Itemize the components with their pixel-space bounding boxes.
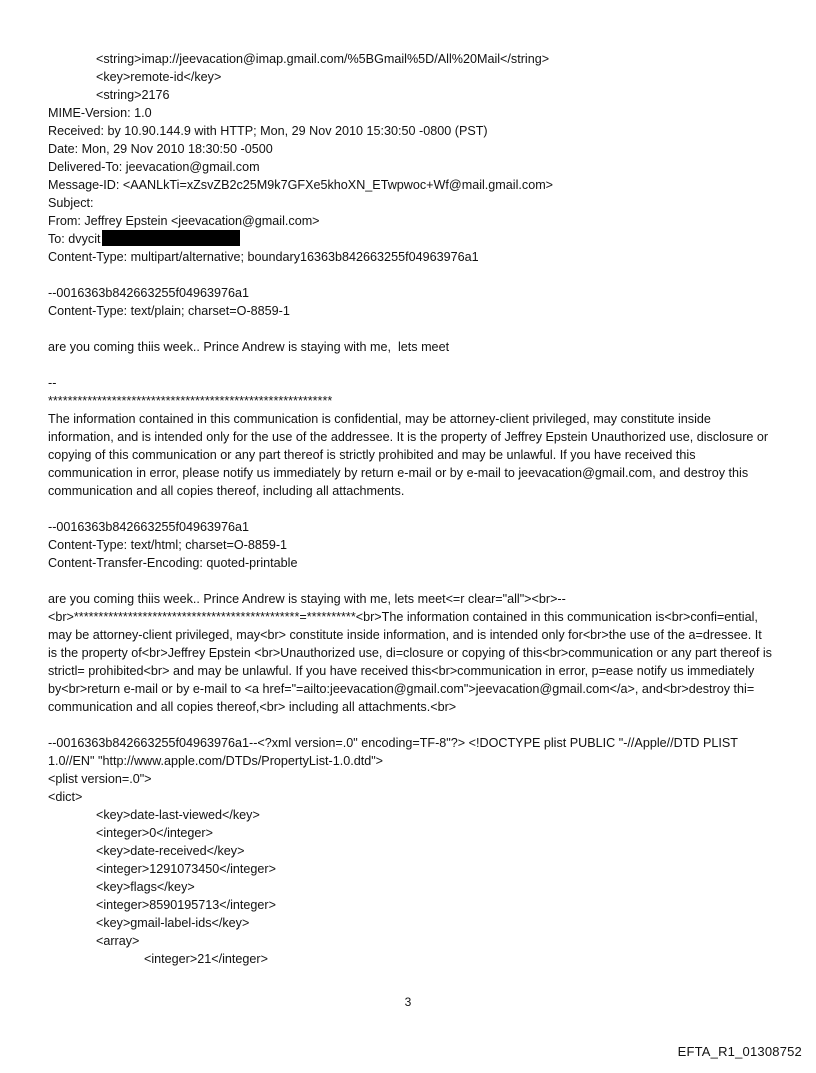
spacer [48, 500, 773, 518]
delivered-to-header: Delivered-To: jeevacation@gmail.com [48, 160, 260, 174]
received-header: Received: by 10.90.144.9 with HTTP; Mon, 29 Nov 2010 15:30:50 -0800 (PST) [48, 124, 488, 138]
plist-entry: <key>flags</key> [96, 880, 195, 894]
signature-dash: -- [48, 376, 57, 390]
message-id-header: Message-ID: <AANLkTi=xZsvZB2c25M9k7GFXe5khoXN_ETwpwoc+Wf@mail.gmail.com> [48, 178, 554, 192]
plist-entry: <key>date-last-viewed</key> [96, 808, 260, 822]
plist-nested-entry: <integer>21</integer> [144, 952, 268, 966]
xml-declaration: --0016363b842663255f04963976a1--<?xml version=.0" encoding=TF-8"?> <!DOCTYPE plist PUBLIC "-//Apple//DTD PLIST 1.0//EN" "http://www.apple.com/DTDs/PropertyList-1.0.dtd"> [48, 736, 738, 768]
date-header: Date: Mon, 29 Nov 2010 18:30:50 -0500 [48, 142, 273, 156]
content-type-header: Content-Type: multipart/alternative; boundary16363b842663255f04963976a1 [48, 250, 479, 264]
document-page [48, 50, 773, 968]
spacer [48, 266, 773, 284]
plist-string-line: <string>2176 [96, 88, 170, 102]
page-number: 3 [404, 995, 412, 1009]
part-content-type: Content-Type: text/plain; charset=O-8859-1 [48, 304, 290, 318]
from-header: From: Jeffrey Epstein <jeevacation@gmail.com> [48, 214, 320, 228]
subject-header: Subject: [48, 196, 94, 210]
dict-open-tag: <dict> [48, 790, 83, 804]
plist-entry: <integer>8590195713</integer> [96, 898, 276, 912]
message-body: are you coming thiis week.. Prince Andrew is staying with me, lets meet [48, 340, 450, 354]
to-header [48, 230, 773, 248]
plist-entry: <array> [96, 934, 140, 948]
redaction-box [102, 230, 240, 246]
plist-entry: <key>gmail-label-ids</key> [96, 916, 250, 930]
mime-version-header: MIME-Version: 1.0 [48, 106, 152, 120]
plist-open-tag: <plist version=.0"> [48, 772, 152, 786]
html-message-body: are you coming thiis week.. Prince Andrew is staying with me, lets meet<=r clear="all"><br>--<br>**********************************************=**********<br>The information contained in this communication is<br>confi=ential, may be attorney-client privileged, may<br> constitute inside information, and is intended only for<br>the use of the a=dressee. It is the property of<br>Jeffrey Epstein <br>Unauthorized use, di=closure or copying of this<br>communication or any part thereof is strictl= prohibited<br> and may be unlawful. If you have received this<br>communication in error, p=ease notify us immediately by<br>return e-mail or by e-mail to <a href="=ailto:jeevacation@gmail.com">jeevacation@gmail.com</a>, and<br>destroy thi= communication and all copies thereof,<br> including all attachments.<br> [48, 592, 772, 714]
mime-boundary: --0016363b842663255f04963976a1 [48, 520, 249, 534]
part-content-type: Content-Type: text/html; charset=O-8859-1 [48, 538, 288, 552]
plist-entry: <key>date-received</key> [96, 844, 245, 858]
spacer [48, 320, 773, 338]
spacer [48, 572, 773, 590]
bates-number: EFTA_R1_01308752 [677, 1044, 802, 1059]
spacer [48, 716, 773, 734]
plist-key-line: <key>remote-id</key> [96, 70, 222, 84]
to-prefix: To: dvycit [48, 232, 101, 246]
plist-entry: <integer>0</integer> [96, 826, 213, 840]
confidentiality-disclaimer: The information contained in this communication is confidential, may be attorney-client privileged, may constitute inside information, and is intended only for the use of the addressee. It is the property of Jeffrey Epstein Unauthorized use, disclosure or copying of this communication or any part thereof is strictly prohibited and may be unlawful. If you have received this communication in error, please notify us immediately by return e-mail or by e-mail to jeevacation@gmail.com, and destroy this communication and all copies thereof, including all attachments. [48, 412, 769, 498]
transfer-encoding: Content-Transfer-Encoding: quoted-printable [48, 556, 298, 570]
plist-string-line: <string>imap://jeevacation@imap.gmail.com/%5BGmail%5D/All%20Mail</string> [96, 52, 550, 66]
plist-entry: <integer>1291073450</integer> [96, 862, 276, 876]
spacer [48, 356, 773, 374]
mime-boundary: --0016363b842663255f04963976a1 [48, 286, 249, 300]
signature-stars: ********************************************************** [48, 394, 333, 408]
